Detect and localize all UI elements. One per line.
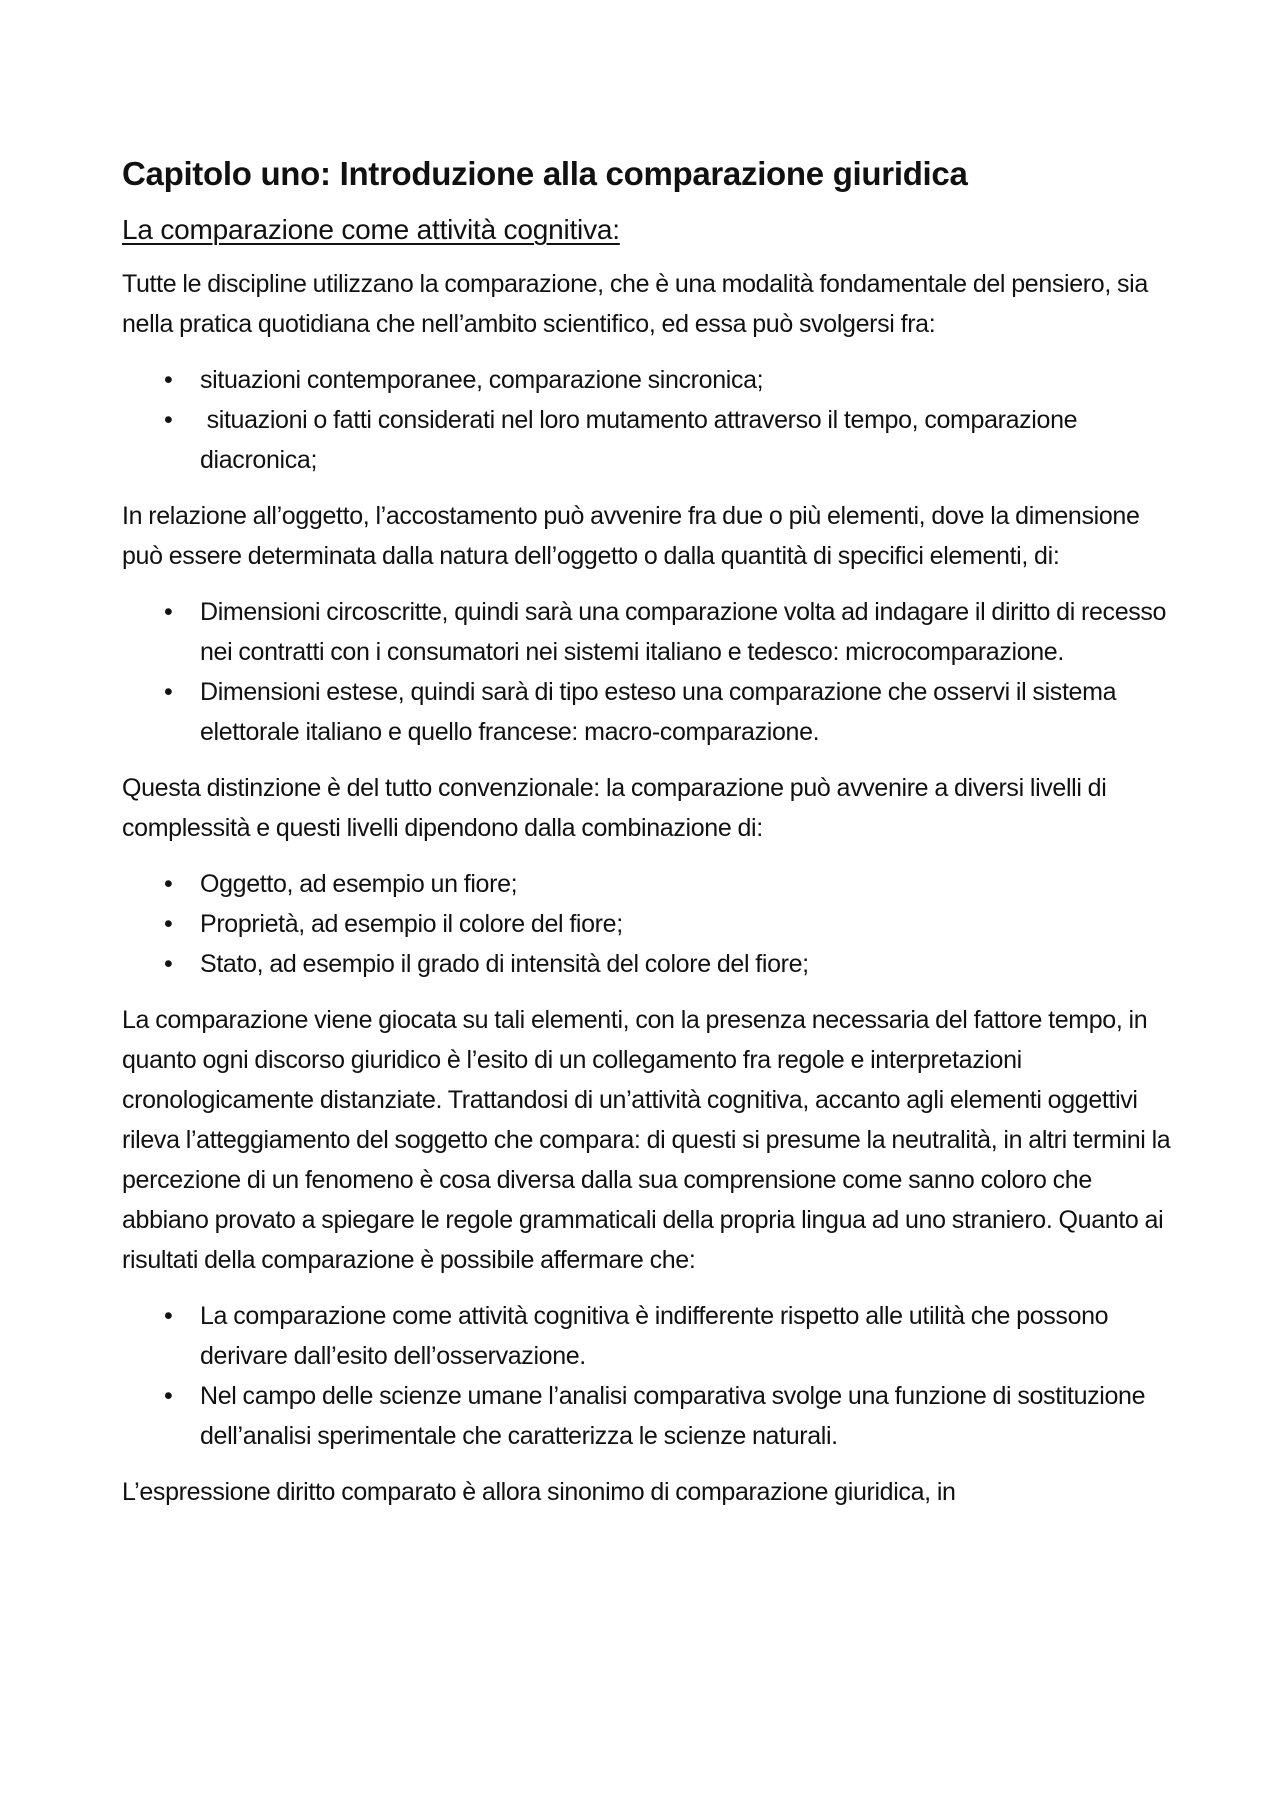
list-item (164, 400, 1172, 480)
list-item-text: Oggetto, ad esempio un fiore; (200, 870, 518, 898)
bullet-icon: • (164, 366, 173, 394)
list-item (164, 944, 1172, 984)
list-item (164, 864, 1172, 904)
list-item-text: Dimensioni estese, quindi sarà di tipo esteso una comparazione che osservi il sistema elettorale italiano e quello francese: macro-comparazione. (200, 678, 1117, 746)
bullet-icon: • (164, 870, 173, 898)
paragraph: L’espressione diritto comparato è allora sinonimo di comparazione giuridica, in (122, 1478, 956, 1506)
list-item-text: Nel campo delle scienze umane l’analisi comparativa svolge una funzione di sostituzione dell’analisi sperimentale che caratterizza le scienze naturali. (200, 1382, 1146, 1450)
section-title: La comparazione come attività cognitiva: (122, 214, 620, 245)
chapter-title: Capitolo uno: Introduzione alla comparazione giuridica (122, 155, 968, 192)
bullet-list (122, 360, 1172, 480)
paragraph: Questa distinzione è del tutto convenzionale: la comparazione può avvenire a diversi livelli di complessità e questi livelli dipendono dalla combinazione di: (122, 774, 1107, 842)
bullet-icon: • (164, 950, 173, 978)
list-item (164, 1296, 1172, 1376)
list-item (164, 904, 1172, 944)
paragraph: La comparazione viene giocata su tali elementi, con la presenza necessaria del fattore tempo, in quanto ogni discorso giuridico è l’esito di un collegamento fra regole e interpretazioni cronologicamente distanziate. Trattandosi di un’attività cognitiva, accanto agli elementi oggettivi rileva l’atteggiamento del soggetto che compara: di questi si presume la neutralità, in altri termini la percezione di un fenomeno è cosa diversa dalla sua comprensione come sanno coloro che abbiano provato a spiegare le regole grammaticali della propria lingua ad uno straniero. Quanto ai risultati della comparazione è possibile affermare che: (122, 1006, 1171, 1274)
bullet-icon: • (164, 678, 173, 706)
list-item (164, 672, 1172, 752)
list-item-text: situazioni o fatti considerati nel loro mutamento attraverso il tempo, comparazione diacronica; (200, 406, 1084, 474)
bullet-icon: • (164, 1382, 173, 1410)
list-item-text: situazioni contemporanee, comparazione sincronica; (200, 366, 764, 394)
list-item (164, 1376, 1172, 1456)
list-item-text: Proprietà, ad esempio il colore del fiore; (200, 910, 623, 938)
document-page (122, 152, 1172, 1528)
list-item (164, 592, 1172, 672)
bullet-list (122, 592, 1172, 752)
bullet-icon: • (164, 406, 173, 434)
bullet-list (122, 864, 1172, 984)
list-item-text: La comparazione come attività cognitiva è indifferente rispetto alle utilità che possono derivare dall’esito dell’osservazione. (200, 1302, 1109, 1370)
list-item-text: Stato, ad esempio il grado di intensità del colore del fiore; (200, 950, 809, 978)
paragraph: Tutte le discipline utilizzano la comparazione, che è una modalità fondamentale del pensiero, sia nella pratica quotidiana che nell’ambito scientifico, ed essa può svolgersi fra: (122, 270, 1148, 338)
bullet-icon: • (164, 910, 173, 938)
list-item-text: Dimensioni circoscritte, quindi sarà una comparazione volta ad indagare il diritto di recesso nei contratti con i consumatori nei sistemi italiano e tedesco: microcomparazione. (200, 598, 1167, 666)
bullet-icon: • (164, 1302, 173, 1330)
bullet-icon: • (164, 598, 173, 626)
bullet-list (122, 1296, 1172, 1456)
list-item (164, 360, 1172, 400)
paragraph: In relazione all’oggetto, l’accostamento può avvenire fra due o più elementi, dove la dimensione può essere determinata dalla natura dell’oggetto o dalla quantità di specifici elementi, di: (122, 502, 1140, 570)
